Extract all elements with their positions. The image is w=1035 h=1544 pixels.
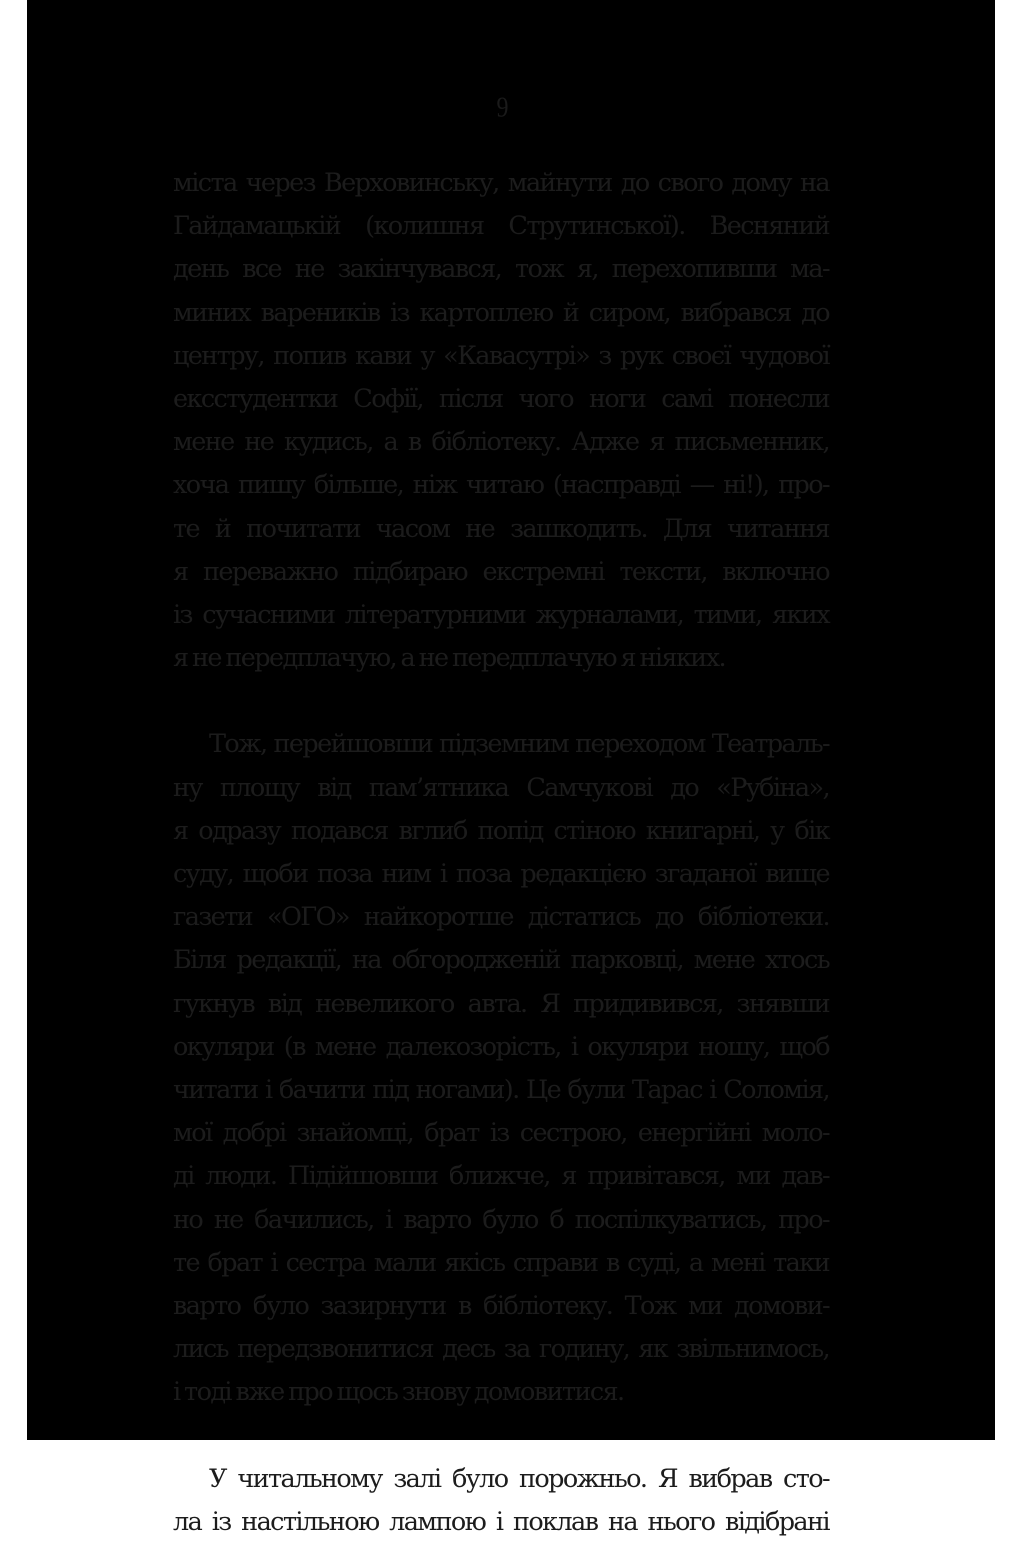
paragraph-gap — [173, 680, 829, 723]
text-line: но не бачились, і варто було б поспілкуватись, про- — [173, 1204, 829, 1235]
text-line: мої добрі знайомці, брат із сестрою, енергійні моло- — [173, 1118, 829, 1149]
text-line: миних вареників із картоплею й сиром, вибрався до — [173, 297, 829, 328]
text-line: варто було зазирнути в бібліотеку. Тож ми домови- — [173, 1290, 829, 1321]
text-line: хоча пишу більше, ніж читаю (насправді — ні!), про- — [173, 470, 829, 501]
text-line: мене не кудись, а в бібліотеку. Адже я письменник, — [173, 427, 829, 458]
text-line: суду, щоби поза ним і поза редакцією згаданої вище — [173, 859, 829, 889]
text-line: те й почитати часом не зашкодить. Для читання — [173, 513, 829, 544]
text-line: гукнув від невеликого авта. Я придивився, знявши — [173, 988, 829, 1019]
text-line: окуляри (в мене далекозорість, і окуляри ношу, щоб — [173, 1031, 829, 1062]
text-line: центру, попив кави у «Кавасутрі» з рук своєї чудової — [173, 340, 829, 371]
text-line: читати і бачити під ногами). Це були Тарас і Соломія, — [173, 1074, 829, 1105]
text-line: із сучасними літературними журналами, тими, яких — [173, 599, 829, 630]
paragraph-gap — [173, 1414, 829, 1457]
text-line: ді люди. Підійшовши ближче, я привітався, ми дав- — [173, 1161, 829, 1192]
text-line: Біля редакції, на обгородженій парковці, мене хтось — [173, 945, 829, 976]
text-line: У читальному залі було порожньо. Я вибрав сто- — [209, 1463, 829, 1494]
text-line: і тоді вже про щось знову домовитися. — [173, 1377, 624, 1408]
paragraph-2 — [173, 723, 829, 1414]
text-line: ла із настільною лампою і поклав на нього відібрані — [173, 1506, 829, 1537]
paragraph-1 — [173, 162, 829, 680]
page-body-text — [173, 162, 829, 1544]
text-line: те брат і сестра мали якісь справи в суді, а мені таки — [173, 1247, 829, 1278]
text-line: лись передзвонитися десь за годину, як звільнимось, — [173, 1334, 829, 1365]
text-line: Тож, перейшовши підземним переходом Театраль- — [209, 729, 829, 760]
text-line: ну площу від пам’ятника Самчукові до «Рубіна», — [173, 772, 829, 803]
text-line: я переважно підбираю екстремні тексти, включно — [173, 556, 829, 587]
paragraph-3 — [173, 1458, 829, 1544]
text-line: міста через Верховинську, майнути до свого дому на — [173, 168, 829, 198]
page-number: 9 — [496, 92, 509, 124]
text-line: Гайдамацькій (колишня Струтинської). Весняний — [173, 211, 829, 242]
text-line: день все не закінчувався, тож я, перехопивши ма- — [173, 254, 829, 285]
text-line: газети «ОГО» найкоротше дістатись до бібліотеки. — [173, 902, 829, 933]
text-line: я не передплачую, а не передплачую я ніяких. — [173, 643, 725, 674]
text-line: ексстудентки Софії, після чого ноги самі понесли — [173, 383, 829, 414]
text-line: я одразу подався вглиб попід стіною книгарні, у бік — [173, 815, 829, 846]
